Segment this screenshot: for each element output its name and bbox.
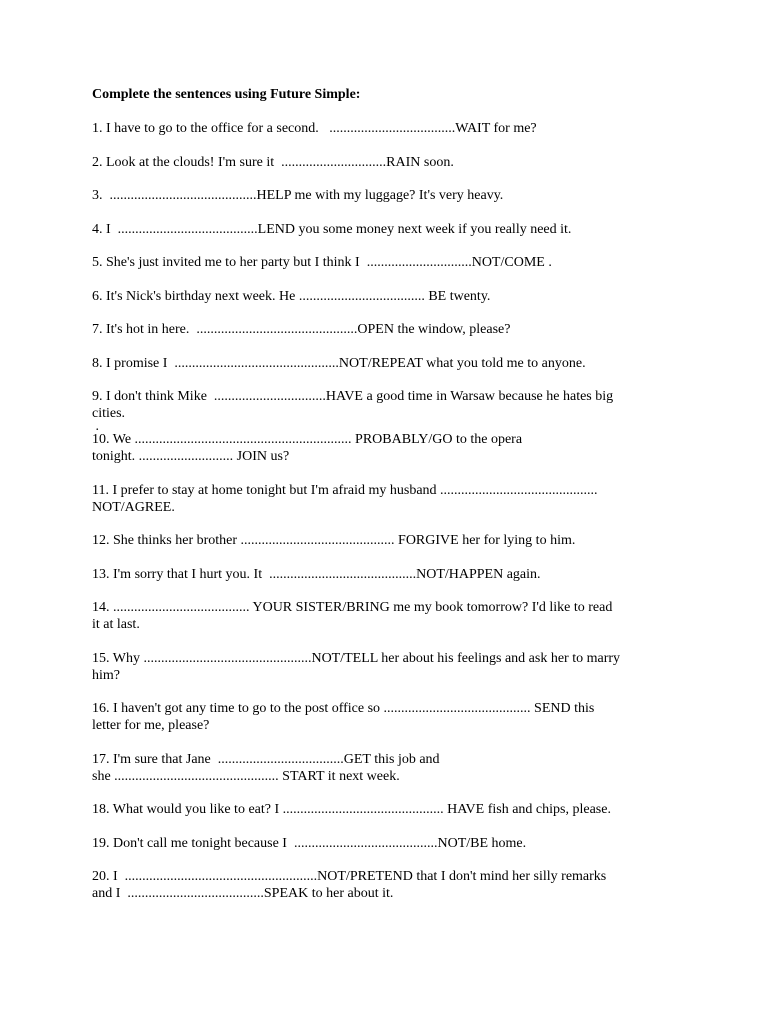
exercise-item-16 xyxy=(92,700,692,734)
exercise-line: 14. ....................................... YOUR SISTER/BRING me my book tomorrow? I'd like to read xyxy=(92,600,613,615)
exercise-line: tonight. ........................... JOIN us? xyxy=(92,449,290,464)
exercise-line: and I .......................................SPEAK to her about it. xyxy=(92,886,394,901)
exercise-line: 1. I have to go to the office for a second. ....................................WAIT for me? xyxy=(92,121,537,136)
exercise-line: 4. I ........................................LEND you some money next week if you really need it. xyxy=(92,221,572,237)
exercise-line: 6. It's Nick's birthday next week. He .................................... BE twenty. xyxy=(92,288,491,304)
exercise-line: 5. She's just invited me to her party but I think I ..............................NOT/COME . xyxy=(92,255,552,270)
exercise-line: 13. I'm sorry that I hurt you. It ..........................................NOT/HAPPEN again. xyxy=(92,566,541,582)
exercise-item-17 xyxy=(92,751,692,785)
exercise-item-18 xyxy=(92,801,692,818)
worksheet xyxy=(92,86,692,902)
exercise-item-15 xyxy=(92,650,692,684)
exercise-item-6 xyxy=(92,288,692,305)
exercise-item-11 xyxy=(92,482,692,516)
exercise-item-1 xyxy=(92,120,692,137)
exercise-item-14 xyxy=(92,599,692,633)
exercise-item-9 xyxy=(92,388,692,434)
exercise-line: 16. I haven't got any time to go to the post office so .......................................... SEND this xyxy=(92,701,595,716)
worksheet-title: Complete the sentences using Future Simple: xyxy=(92,87,361,102)
exercise-item-8 xyxy=(92,355,692,372)
exercise-line: 11. I prefer to stay at home tonight but I'm afraid my husband ............................................. xyxy=(92,482,598,498)
exercise-line: 7. It's hot in here. ..............................................OPEN the window, please? xyxy=(92,322,511,337)
exercise-line: NOT/AGREE. xyxy=(92,499,175,515)
exercise-line: it at last. xyxy=(92,617,140,632)
exercise-line: 8. I promise I ...............................................NOT/REPEAT what you told me to anyone. xyxy=(92,355,586,371)
exercise-line: 3. ..........................................HELP me with my luggage? It's very heavy. xyxy=(92,188,504,203)
exercise-line: 15. Why ................................................NOT/TELL her about his feelings and ask her to marry xyxy=(92,650,621,666)
exercise-line: 17. I'm sure that Jane ....................................GET this job and xyxy=(92,751,440,767)
exercise-item-2 xyxy=(92,154,692,171)
exercise-line: 20. I .......................................................NOT/PRETEND that I don't mind her silly remarks xyxy=(92,869,607,884)
exercise-item-7 xyxy=(92,321,692,338)
exercise-line: 2. Look at the clouds! I'm sure it ..............................RAIN soon. xyxy=(92,154,454,170)
exercise-item-20 xyxy=(92,868,692,902)
exercise-line: 9. I don't think Mike ................................HAVE a good time in Warsaw because he hates big xyxy=(92,389,614,404)
exercise-item-12 xyxy=(92,532,692,549)
exercise-line: 10. We .............................................................. PROBABLY/GO to the opera xyxy=(92,432,523,447)
exercise-line: letter for me, please? xyxy=(92,718,210,733)
exercise-line: cities. xyxy=(92,406,126,421)
exercise-item-13 xyxy=(92,566,692,583)
exercise-item-5 xyxy=(92,254,692,271)
exercise-item-19 xyxy=(92,835,692,852)
exercise-line: 18. What would you like to eat? I .............................................. HAVE fish and chips, please. xyxy=(92,802,611,817)
exercise-line: 19. Don't call me tonight because I .........................................NOT/BE home. xyxy=(92,835,527,851)
exercise-item-4 xyxy=(92,221,692,238)
exercise-item-10 xyxy=(92,431,692,465)
exercise-line: she ............................................... START it next week. xyxy=(92,768,400,784)
exercise-line: . xyxy=(92,419,99,434)
exercise-line: 12. She thinks her brother ............................................ FORGIVE her for lying to him. xyxy=(92,533,576,548)
exercise-item-3 xyxy=(92,187,692,204)
exercise-line: him? xyxy=(92,667,120,683)
